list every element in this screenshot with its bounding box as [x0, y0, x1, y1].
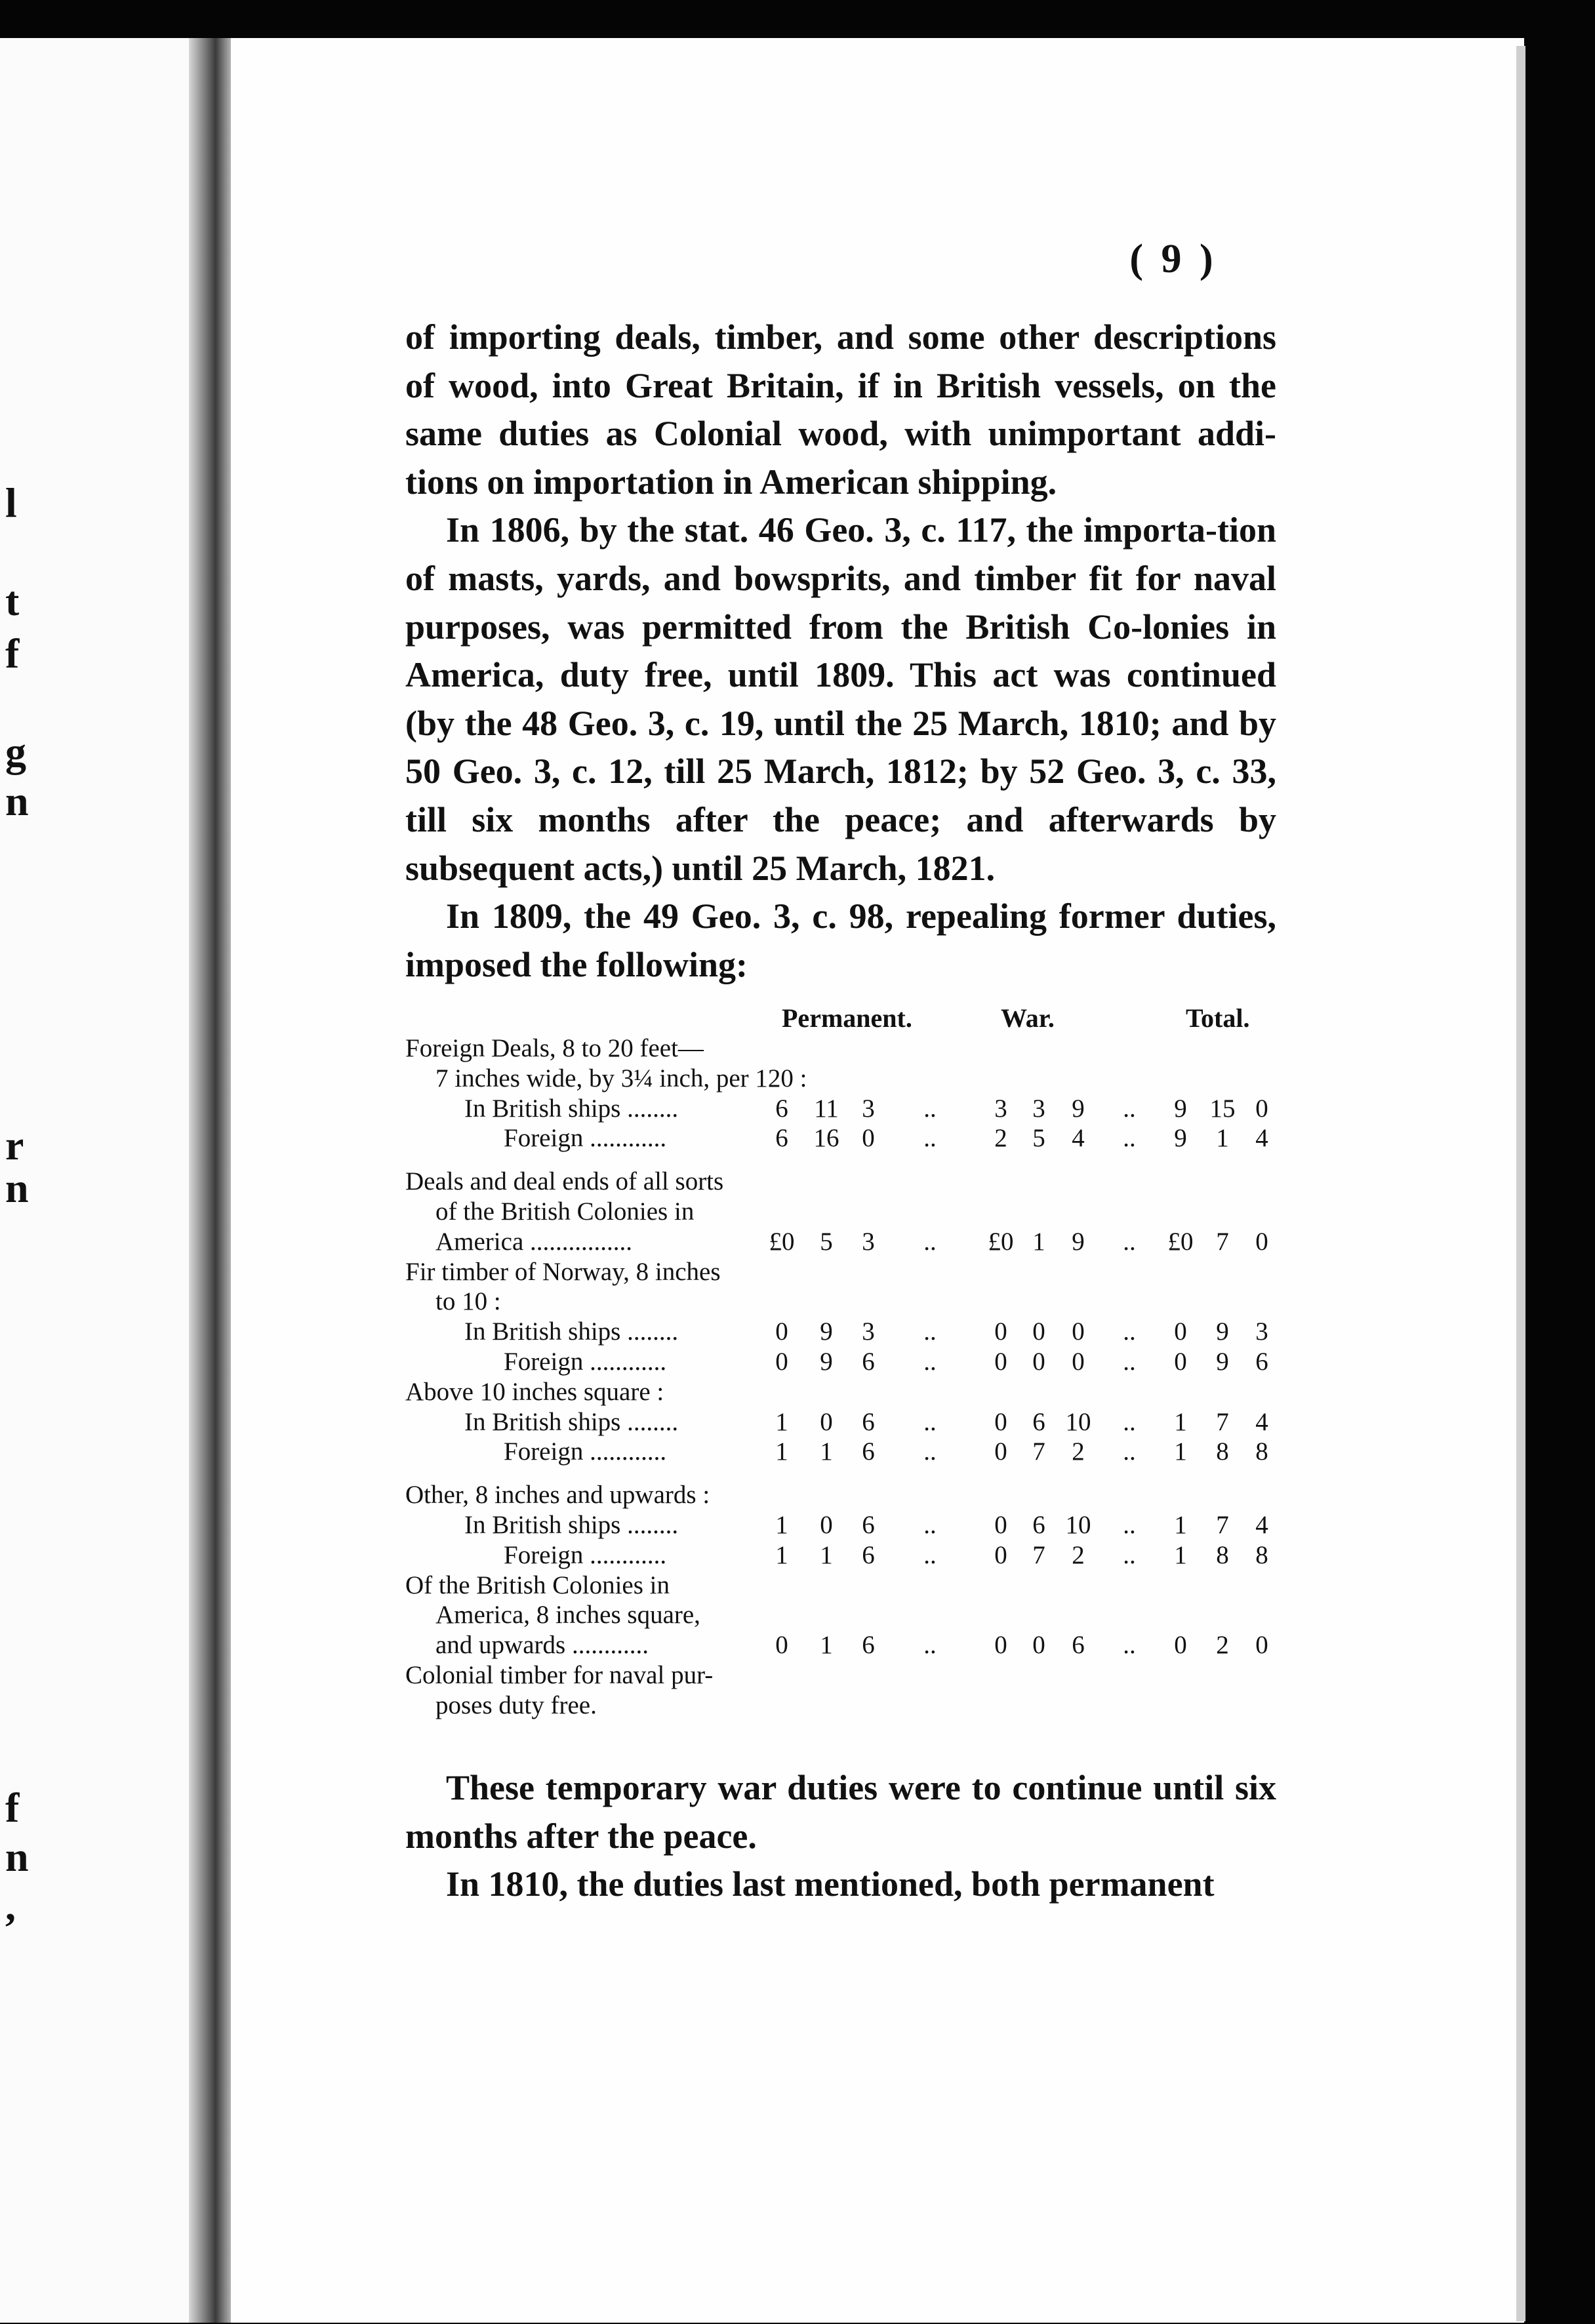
total-value: 7 [1216, 1227, 1229, 1256]
row-label: In British ships ........ [464, 1317, 679, 1346]
left-page-fragment: f [5, 630, 20, 677]
war-value: 0 [994, 1348, 1007, 1376]
leader-dots: .. [1123, 1437, 1136, 1466]
table-row [405, 1064, 1278, 1094]
table-row [405, 1123, 1278, 1153]
war-value: 9 [1072, 1227, 1085, 1256]
row-label: Foreign ............ [504, 1348, 667, 1376]
row-label: Foreign ............ [504, 1540, 667, 1569]
table-row [405, 1480, 1278, 1510]
total-value: 2 [1216, 1631, 1229, 1660]
leader-dots: .. [1123, 1227, 1136, 1256]
table-row [405, 1407, 1278, 1437]
left-page-fragment: n [5, 1165, 29, 1211]
permanent-value: 5 [820, 1227, 833, 1256]
table-row [405, 1540, 1278, 1571]
permanent-value: £0 [769, 1227, 795, 1256]
total-value: 7 [1216, 1511, 1229, 1539]
permanent-value: 6 [862, 1348, 875, 1376]
permanent-value: 1 [820, 1540, 833, 1569]
war-value: 1 [1032, 1227, 1045, 1256]
permanent-value: 6 [862, 1511, 875, 1539]
row-label: Of the British Colonies in [405, 1571, 670, 1599]
row-label: of the British Colonies in [435, 1197, 695, 1226]
war-value: 7 [1032, 1437, 1045, 1466]
table-row [405, 1660, 1278, 1691]
total-value: 9 [1216, 1317, 1229, 1346]
row-label: Foreign ............ [504, 1437, 667, 1466]
leader-dots: .. [923, 1511, 937, 1539]
permanent-value: 0 [820, 1511, 833, 1539]
war-value: 3 [1032, 1094, 1045, 1123]
left-page-fragment: n [5, 778, 29, 824]
permanent-value: 16 [813, 1124, 839, 1153]
war-value: 0 [1072, 1348, 1085, 1376]
total-value: 7 [1216, 1407, 1229, 1436]
total-value: 3 [1255, 1317, 1268, 1346]
table-row [405, 1691, 1278, 1721]
table-row [405, 1287, 1278, 1317]
row-label: 7 inches wide, by 3¼ inch, per 120 : [435, 1064, 807, 1092]
leader-dots: .. [1123, 1631, 1136, 1660]
total-value: 4 [1255, 1511, 1268, 1539]
left-page-edge [0, 38, 194, 2323]
total-value: 0 [1255, 1227, 1268, 1256]
leader-dots: .. [923, 1124, 937, 1153]
left-page-fragment: t [5, 578, 20, 624]
war-value: 4 [1072, 1124, 1085, 1153]
permanent-value: 3 [862, 1317, 875, 1346]
row-label: Other, 8 inches and upwards : [405, 1481, 710, 1510]
total-value: 0 [1174, 1631, 1187, 1660]
leader-dots: .. [923, 1317, 937, 1346]
permanent-value: 6 [862, 1540, 875, 1569]
war-value: 6 [1032, 1511, 1045, 1539]
leader-dots: .. [1123, 1124, 1136, 1153]
war-value: 5 [1032, 1124, 1045, 1153]
row-label: In British ships ........ [464, 1407, 679, 1436]
war-value: 9 [1072, 1094, 1085, 1123]
permanent-value: 11 [814, 1094, 839, 1123]
total-value: 1 [1174, 1540, 1187, 1569]
permanent-value: 1 [775, 1437, 788, 1466]
permanent-value: 6 [862, 1437, 875, 1466]
leader-dots: .. [923, 1437, 937, 1466]
total-value: 8 [1255, 1540, 1268, 1569]
header-total: Total. [1186, 1003, 1250, 1033]
war-value: 2 [994, 1124, 1007, 1153]
page-number [0, 236, 1595, 283]
leader-dots: .. [923, 1094, 937, 1123]
page-edge-shadow [1516, 46, 1525, 2321]
war-value: 0 [994, 1540, 1007, 1569]
body-text-bottom [405, 1764, 1276, 1909]
war-value: 0 [994, 1407, 1007, 1436]
total-value: 9 [1216, 1348, 1229, 1376]
permanent-value: 0 [775, 1631, 788, 1660]
total-value: 0 [1174, 1317, 1187, 1346]
war-value: 0 [994, 1437, 1007, 1466]
war-value: 2 [1072, 1437, 1085, 1466]
permanent-value: 6 [775, 1124, 788, 1153]
row-label: In British ships ........ [464, 1511, 679, 1539]
total-value: 1 [1216, 1124, 1229, 1153]
leader-dots: .. [1123, 1511, 1136, 1539]
war-value: 6 [1032, 1407, 1045, 1436]
war-value: 10 [1065, 1511, 1091, 1539]
war-value: 0 [1072, 1317, 1085, 1346]
permanent-value: 0 [820, 1407, 833, 1436]
table-row [405, 1033, 1278, 1064]
paragraph-2: In 1806, by the stat. 46 Geo. 3, c. 117, the importa-tion of masts, yards, and bowsprits, and timber fit for naval purposes, was permitted from the British Co-lonies in America, duty free, until 1809. This act was continued (by the 48 Geo. 3, c. 19, until the 25 March, 1810; and by 50 Geo. 3, c. 12, till 25 March, 1812; by 52 Geo. 3, c. 33, till six months after the peace; and afterwards by subsequent acts,) until 25 March, 1821. [405, 510, 1276, 888]
permanent-value: 9 [820, 1348, 833, 1376]
permanent-value: 1 [775, 1407, 788, 1436]
total-value: 4 [1255, 1407, 1268, 1436]
permanent-value: 1 [775, 1540, 788, 1569]
leader-dots: .. [923, 1348, 937, 1376]
total-value: 0 [1174, 1348, 1187, 1376]
war-value: 10 [1065, 1407, 1091, 1436]
war-value: 0 [994, 1631, 1007, 1660]
permanent-value: 1 [775, 1511, 788, 1539]
table-row [405, 1600, 1278, 1630]
total-value: 1 [1174, 1511, 1187, 1539]
permanent-value: 0 [775, 1348, 788, 1376]
total-value: 0 [1255, 1094, 1268, 1123]
left-page-fragment: l [5, 479, 17, 526]
leader-dots: .. [1123, 1094, 1136, 1123]
row-label: Colonial timber for naval pur- [405, 1661, 714, 1689]
table-row [405, 1347, 1278, 1377]
leader-dots: .. [1123, 1407, 1136, 1436]
table-row [405, 1257, 1278, 1287]
permanent-value: 6 [775, 1094, 788, 1123]
row-label: Fir timber of Norway, 8 inches [405, 1257, 721, 1286]
left-page-fragment: , [5, 1883, 16, 1929]
paragraph-1: of importing deals, timber, and some other descriptions of wood, into Great Britain, if in British vessels, on the same duties as Colonial wood, with unimportant addi-tions on importation in American shipping. [405, 317, 1276, 502]
row-label: and upwards ............ [435, 1631, 649, 1660]
war-value: 3 [994, 1094, 1007, 1123]
permanent-value: 1 [820, 1437, 833, 1466]
row-label: Foreign ............ [504, 1124, 667, 1153]
war-value: 2 [1072, 1540, 1085, 1569]
leader-dots: .. [923, 1631, 937, 1660]
row-label: America ................ [435, 1227, 633, 1256]
table-row [405, 1437, 1278, 1467]
row-label: Above 10 inches square : [405, 1377, 664, 1406]
total-value: 6 [1255, 1348, 1268, 1376]
row-label: poses duty free. [435, 1691, 597, 1719]
war-value: 6 [1072, 1631, 1085, 1660]
war-value: £0 [988, 1227, 1014, 1256]
paragraph-3: In 1809, the 49 Geo. 3, c. 98, repealing former duties, imposed the following: [405, 896, 1276, 984]
total-value: £0 [1167, 1227, 1194, 1256]
total-value: 9 [1174, 1094, 1187, 1123]
war-value: 0 [1032, 1317, 1045, 1346]
permanent-value: 6 [862, 1631, 875, 1660]
total-value: 0 [1255, 1631, 1268, 1660]
war-value: 0 [1032, 1631, 1045, 1660]
row-label: Foreign Deals, 8 to 20 feet— [405, 1034, 704, 1062]
table-row [405, 1227, 1278, 1257]
header-war: War. [1001, 1003, 1055, 1033]
table-row [405, 1094, 1278, 1124]
table-row [405, 1377, 1278, 1407]
table-row [405, 1510, 1278, 1540]
row-label: In British ships ........ [464, 1094, 679, 1123]
table-row [405, 1317, 1278, 1347]
leader-dots: .. [923, 1407, 937, 1436]
total-value: 4 [1255, 1124, 1268, 1153]
book-gutter [189, 38, 237, 2323]
permanent-value: 1 [820, 1631, 833, 1660]
leader-dots: .. [923, 1540, 937, 1569]
total-value: 9 [1174, 1124, 1187, 1153]
permanent-value: 9 [820, 1317, 833, 1346]
table-row [405, 1571, 1278, 1601]
leader-dots: .. [923, 1227, 937, 1256]
total-value: 8 [1216, 1540, 1229, 1569]
total-value: 15 [1209, 1094, 1236, 1123]
war-value: 7 [1032, 1540, 1045, 1569]
total-value: 1 [1174, 1407, 1187, 1436]
row-label: Deals and deal ends of all sorts [405, 1167, 724, 1196]
header-permanent: Permanent. [782, 1003, 912, 1033]
total-value: 8 [1216, 1437, 1229, 1466]
row-label: America, 8 inches square, [435, 1601, 700, 1630]
leader-dots: .. [1123, 1348, 1136, 1376]
row-label: to 10 : [435, 1287, 501, 1316]
permanent-value: 0 [775, 1317, 788, 1346]
permanent-value: 6 [862, 1407, 875, 1436]
war-value: 0 [994, 1317, 1007, 1346]
body-text-top [405, 313, 1276, 989]
total-value: 1 [1174, 1437, 1187, 1466]
total-value: 8 [1255, 1437, 1268, 1466]
table-row [405, 1197, 1278, 1227]
permanent-value: 3 [862, 1227, 875, 1256]
paragraph-5: In 1810, the duties last mentioned, both permanent [446, 1864, 1215, 1904]
leader-dots: .. [1123, 1317, 1136, 1346]
left-page-fragment: r [5, 1122, 24, 1169]
left-page-fragment: f [5, 1784, 20, 1831]
table-row [405, 1630, 1278, 1660]
war-value: 0 [994, 1511, 1007, 1539]
leader-dots: .. [1123, 1540, 1136, 1569]
permanent-value: 3 [862, 1094, 875, 1123]
left-page-fragment: n [5, 1833, 29, 1880]
left-page-fragment: g [5, 729, 26, 775]
permanent-value: 0 [862, 1124, 875, 1153]
war-value: 0 [1032, 1348, 1045, 1376]
table-row [405, 1167, 1278, 1197]
page-number-text: ( 9 ) [1129, 237, 1217, 281]
paragraph-4: These temporary war duties were to continue until six months after the peace. [405, 1768, 1276, 1856]
